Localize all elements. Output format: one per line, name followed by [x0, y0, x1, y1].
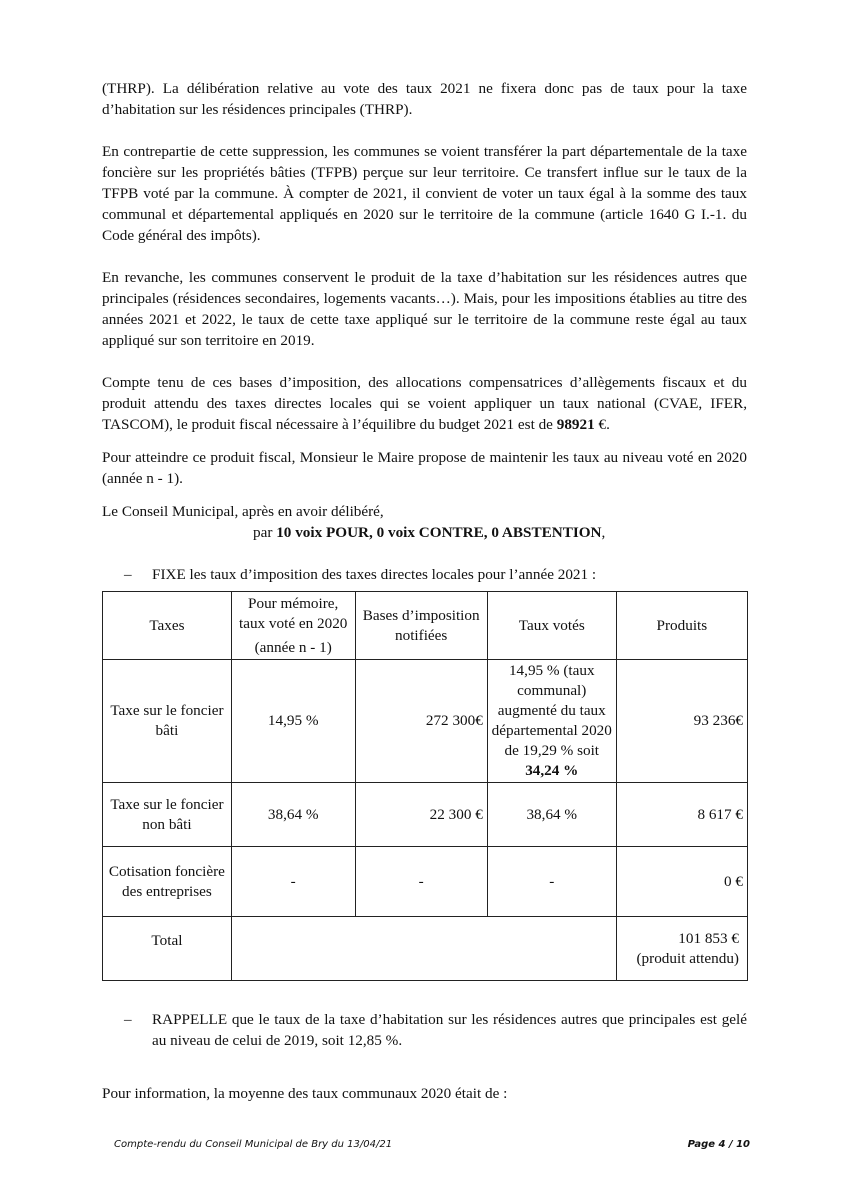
cell-bases-cfe: -	[355, 847, 487, 917]
taux-bati-bold: 34,24 %	[525, 762, 579, 779]
table-header-row	[103, 592, 748, 660]
total-note: (produit attendu)	[636, 949, 739, 967]
table-row	[103, 783, 748, 847]
header-memoire-line3: (année n - 1)	[254, 638, 332, 656]
vote-counts: 10 voix POUR, 0 voix CONTRE, 0 ABSTENTION	[276, 524, 602, 541]
header-produits: Produits	[616, 592, 747, 660]
paragraph-contrepartie: En contrepartie de cette suppression, les communes se voient transférer la part départementale de la taxe foncière sur les propriétés bâties (TFPB) perçue sur leur territoire. Ce transfert influe sur le taux de la TFPB voté par la commune. À compter de 2021, il convient de voter un taux égal à la somme des taux communal et départemental appliqués en 2020 sur le territoire de la commune (article 1640 G I.-1. du Code général des impôts).	[102, 143, 747, 244]
total-amount: 101 853 €	[678, 929, 739, 947]
rappelle-text: RAPPELLE que le taux de la taxe d’habitation sur les résidences autres que principales est gelé au niveau de celui de 2019, soit 12,85 %.	[152, 1011, 747, 1049]
cell-produit-bati: 93 236€	[616, 660, 747, 783]
table-total-row	[103, 917, 748, 981]
cell-produit-cfe: 0 €	[616, 847, 747, 917]
document-body	[102, 78, 747, 1104]
paragraph-conseil: Le Conseil Municipal, après en avoir délibéré,	[102, 503, 384, 520]
cell-taxe-bati: Taxe sur le foncier bâti	[103, 660, 232, 783]
footer-title: Compte-rendu du Conseil Municipal de Bry du 13/04/21	[114, 1139, 393, 1150]
cell-memoire-non-bati: 38,64 %	[231, 783, 355, 847]
paragraph-thrp: (THRP). La délibération relative au vote des taux 2021 ne fixera donc pas de taux pour la taxe d’habitation sur les résidences principales (THRP).	[102, 80, 747, 118]
table-row	[103, 847, 748, 917]
cell-taux-cfe: -	[487, 847, 616, 917]
fixe-text: FIXE les taux d’imposition des taxes directes locales pour l’année 2021 :	[152, 566, 597, 583]
cell-bases-non-bati: 22 300 €	[355, 783, 487, 847]
produit-fiscal-suffix: €.	[594, 416, 610, 433]
cell-taux-non-bati: 38,64 %	[487, 783, 616, 847]
taux-bati-text: 14,95 % (taux communal) augmenté du taux départemental 2020 de 19,29 % soit	[491, 662, 612, 759]
cell-taxe-non-bati: Taxe sur le foncier non bâti	[103, 783, 232, 847]
paragraph-revanche: En revanche, les communes conservent le produit de la taxe d’habitation sur les résidences autres que principales (résidences secondaires, logements vacants…). Mais, pour les impositions établies au titre des années 2021 et 2022, le taux de cette taxe appliqué sur le territoire de la commune reste égal au taux appliqué sur son territoire en 2019.	[102, 269, 747, 349]
fixe-item	[124, 564, 747, 585]
cell-total-produit	[616, 917, 747, 981]
cell-bases-bati: 272 300€	[355, 660, 487, 783]
header-bases: Bases d’imposition notifiées	[355, 592, 487, 660]
paragraph-proposition-maire: Pour atteindre ce produit fiscal, Monsieur le Maire propose de maintenir les taux au niveau voté en 2020 (année n - 1).	[102, 449, 747, 487]
cell-produit-non-bati: 8 617 €	[616, 783, 747, 847]
dash-bullet: –	[124, 1011, 132, 1028]
header-memoire-line1: Pour mémoire,	[248, 594, 339, 612]
cell-memoire-cfe: -	[231, 847, 355, 917]
cell-total-label: Total	[103, 917, 232, 981]
cell-memoire-bati: 14,95 %	[231, 660, 355, 783]
cell-total-empty	[231, 917, 616, 981]
cell-taux-bati	[487, 660, 616, 783]
tax-rates-table	[102, 591, 748, 981]
produit-fiscal-amount: 98921	[556, 416, 595, 433]
dash-bullet: –	[124, 566, 132, 583]
cell-taxe-cfe: Cotisation foncière des entreprises	[103, 847, 232, 917]
vote-result	[102, 522, 747, 543]
header-taux: Taux votés	[487, 592, 616, 660]
vote-suffix: ,	[601, 524, 606, 541]
header-memoire-line2: taux voté en 2020	[238, 614, 348, 632]
header-memoire	[231, 592, 355, 660]
header-taxes: Taxes	[103, 592, 232, 660]
paragraph-information: Pour information, la moyenne des taux communaux 2020 était de :	[102, 1085, 508, 1102]
table-row	[103, 660, 748, 783]
rappelle-item	[124, 1009, 747, 1051]
page-number: Page 4 / 10	[687, 1139, 750, 1150]
paragraph-produit-fiscal	[102, 372, 747, 435]
produit-fiscal-text: Compte tenu de ces bases d’imposition, des allocations compensatrices d’allègements fiscaux et du produit attendu des taxes directes locales qui se voient appliquer un taux national (CVAE, IFER, TASCOM), le produit fiscal nécessaire à l’équilibre du budget 2021 est de	[102, 374, 747, 433]
vote-prefix: par	[253, 524, 277, 541]
